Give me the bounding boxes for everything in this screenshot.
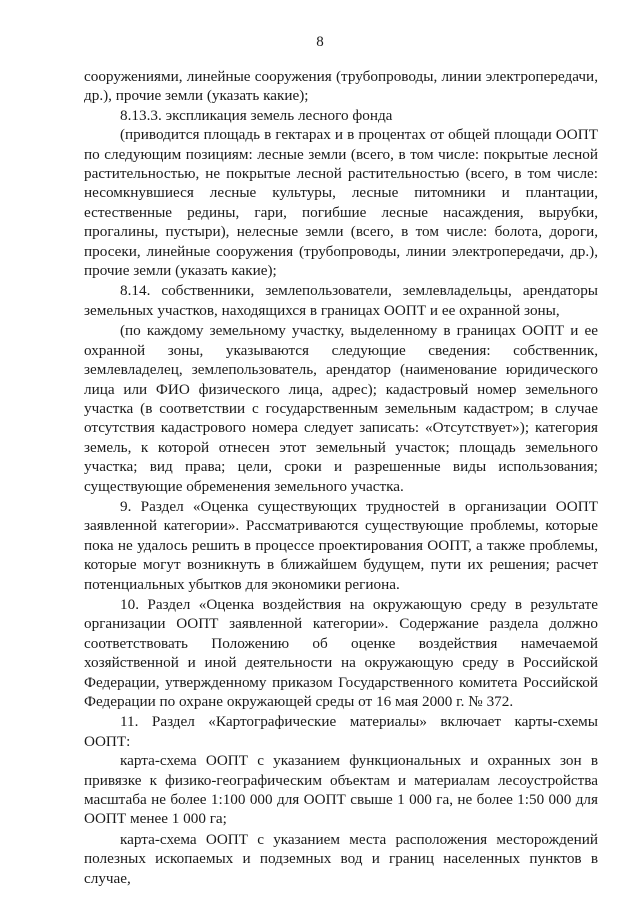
- paragraph-map-functional-zones: карта-схема ООПТ с указанием функциональных и охранных зон в привязке к физико-географическим объектам и материалам лесоустройства масштаба не более 1:100 000 для ООПТ свыше 1 000 га, не более 1:50 000 для ООПТ менее 1 000 га;: [84, 752, 598, 828]
- page-body: [84, 67, 598, 888]
- paragraph-section-9: 9. Раздел «Оценка существующих трудностей в организации ООПТ заявленной категории». Рассматриваются существующие проблемы, которые пока не удалось решить в процессе проектирования ООПТ, а также проблемы, которые могут возникнуть в ближайшем будущем, пути их решения; расчет потенциальных убытков для экономики региона.: [84, 497, 598, 593]
- paragraph-section-10: 10. Раздел «Оценка воздействия на окружающую среду в результате организации ООПТ заявленной категории». Содержание раздела должно соответствовать Положению об оценке воздействия намечаемой хозяйственной и иной деятельности на окружающую среду в Российской Федерации, утвержденному приказом Государственного комитета Российской Федерации по охране окружающей среды от 16 мая 2000 г. № 372.: [84, 595, 598, 710]
- paragraph-8-13-3: 8.13.3. экспликация земель лесного фонда: [120, 106, 393, 124]
- paragraph-map-deposits: карта-схема ООПТ с указанием места расположения месторождений полезных ископаемых и подземных вод и границ населенных пунктов в случае,: [84, 830, 598, 887]
- paragraph-8-13-3-details: (приводится площадь в гектарах и в процентах от общей площади ООПТ по следующим позициям: лесные земли (всего, в том числе: покрытые лесной растительностью, не покрытые лесной растительностью (всего, в том числе: несомкнувшиеся лесные культуры, лесные питомники и плантации, естественные редины, гари, погибшие лесные насаждения, вырубки, прогалины, пустыри), нелесные земли (всего, в том числе: болота, дороги, просеки, линейные сооружения (трубопроводы, линии электропередачи, др.), прочие земли (указать какие);: [84, 126, 598, 280]
- paragraph-continuation: сооружениями, линейные сооружения (трубопроводы, линии электропередачи, др.), прочие земли (указать какие);: [84, 68, 598, 105]
- paragraph-8-14-details: (по каждому земельному участку, выделенному в границах ООПТ и ее охранной зоны, указываются следующие сведения: собственник, землевладелец, землепользователь, арендатор (наименование юридического лица или ФИО физического лица, адрес); кадастровый номер земельного участка (в соответствии с государственным земельным кадастром; в случае отсутствия кадастрового номера следует записать: «Отсутствует»); категория земель, к которой отнесен этот земельный участок; площадь земельного участка; вид права; цели, сроки и разрешенные виды использования; существующие обременения земельного участка.: [84, 322, 598, 495]
- paragraph-8-14: 8.14. собственники, землепользователи, землевладельцы, арендаторы земельных участков, находящихся в границах ООПТ и ее охранной зоны,: [84, 282, 598, 319]
- page-number: 8: [316, 34, 324, 50]
- paragraph-section-11: 11. Раздел «Картографические материалы» включает карты-схемы ООПТ:: [84, 713, 598, 750]
